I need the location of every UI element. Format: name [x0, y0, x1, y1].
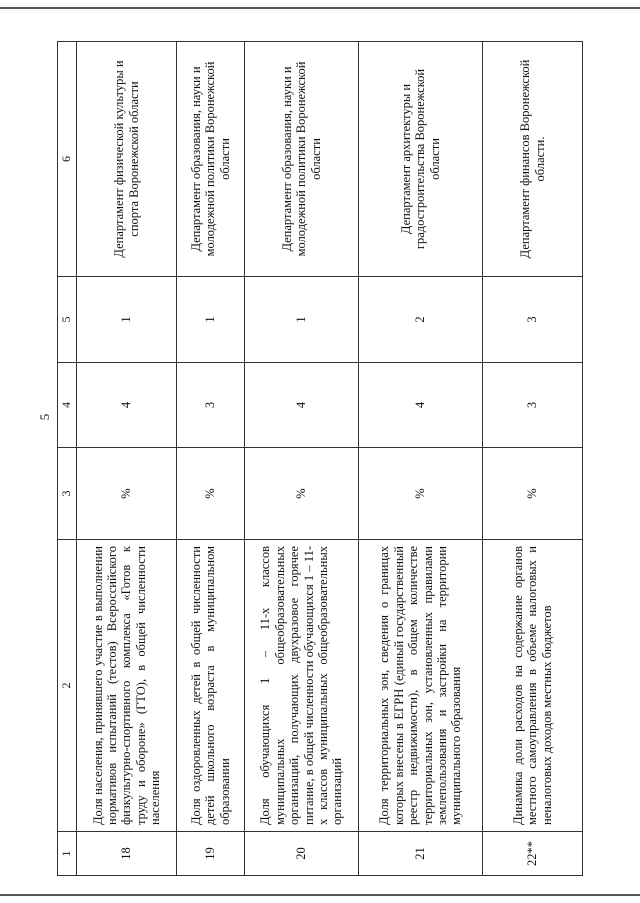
header-col-2: 2 — [58, 540, 77, 832]
unit-cell: % — [177, 448, 245, 540]
table-row — [483, 42, 583, 876]
bottom-edge-line — [0, 894, 640, 896]
indicator-text: Доля обучающихся 1 – 11-х классов муниципальных общеобразовательных организаций, получающих двухразовое горячее питание, в общей численности обучающихся 1 – 11-х классов муниципальных общеобразовательных организаций — [245, 540, 359, 832]
row-number: 19 — [177, 832, 245, 876]
col5-cell: 1 — [77, 277, 177, 363]
header-col-3: 3 — [58, 448, 77, 540]
department-cell: Департамент образования, науки и молодежной политики Воронежской области — [177, 42, 245, 277]
indicator-text: Динамика доли расходов на содержание органов местного самоуправления в объеме налоговых и неналоговых доходов местных бюджетов — [483, 540, 583, 832]
row-number: 20 — [245, 832, 359, 876]
col4-cell: 3 — [177, 363, 245, 448]
header-col-4: 4 — [58, 363, 77, 448]
unit-cell: % — [359, 448, 483, 540]
col4-cell: 4 — [245, 363, 359, 448]
unit-cell: % — [245, 448, 359, 540]
col4-cell: 4 — [359, 363, 483, 448]
department-cell: Департамент физической культуры и спорта Воронежской области — [77, 42, 177, 277]
unit-cell: % — [77, 448, 177, 540]
department-cell: Департамент образования, науки и молодежной политики Воронежской области — [245, 42, 359, 277]
row-number: 22** — [483, 832, 583, 876]
indicators-table — [57, 41, 583, 876]
unit-cell: % — [483, 448, 583, 540]
top-edge-line — [0, 7, 640, 9]
indicators-table-wrapper — [57, 42, 583, 876]
row-number: 18 — [77, 832, 177, 876]
col5-cell: 2 — [359, 277, 483, 363]
table-row — [177, 42, 245, 876]
indicator-text: Доля территориальных зон, сведения о границах которых внесены в ЕГРН (единый государственный реестр недвижимости), в общем количестве территориальных зон, установленных правилами землепользования и застройки на территории муниципального образования — [359, 540, 483, 832]
table-row — [77, 42, 177, 876]
department-cell: Департамент архитектуры и градостроительства Воронежской области — [359, 42, 483, 277]
col5-cell: 1 — [177, 277, 245, 363]
header-col-5: 5 — [58, 277, 77, 363]
table-row — [245, 42, 359, 876]
table-row — [359, 42, 483, 876]
page-number: 5 — [37, 413, 52, 421]
col4-cell: 3 — [483, 363, 583, 448]
row-number: 21 — [359, 832, 483, 876]
header-col-1: 1 — [58, 832, 77, 876]
col5-cell: 3 — [483, 277, 583, 363]
indicator-text: Доля населения, принявшего участие в выполнении нормативов испытаний (тестов) Всероссийского физкультурно-спортивного комплекса «Готов к труду и обороне» (ГТО), в общей численности населения — [77, 540, 177, 832]
header-col-6: 6 — [58, 42, 77, 277]
department-cell: Департамент финансов Воронежской области. — [483, 42, 583, 277]
indicator-text: Доля оздоровленных детей в общей численности детей школьного возраста в муниципальном образовании — [177, 540, 245, 832]
col5-cell: 1 — [245, 277, 359, 363]
col4-cell: 4 — [77, 363, 177, 448]
header-row — [58, 42, 77, 876]
